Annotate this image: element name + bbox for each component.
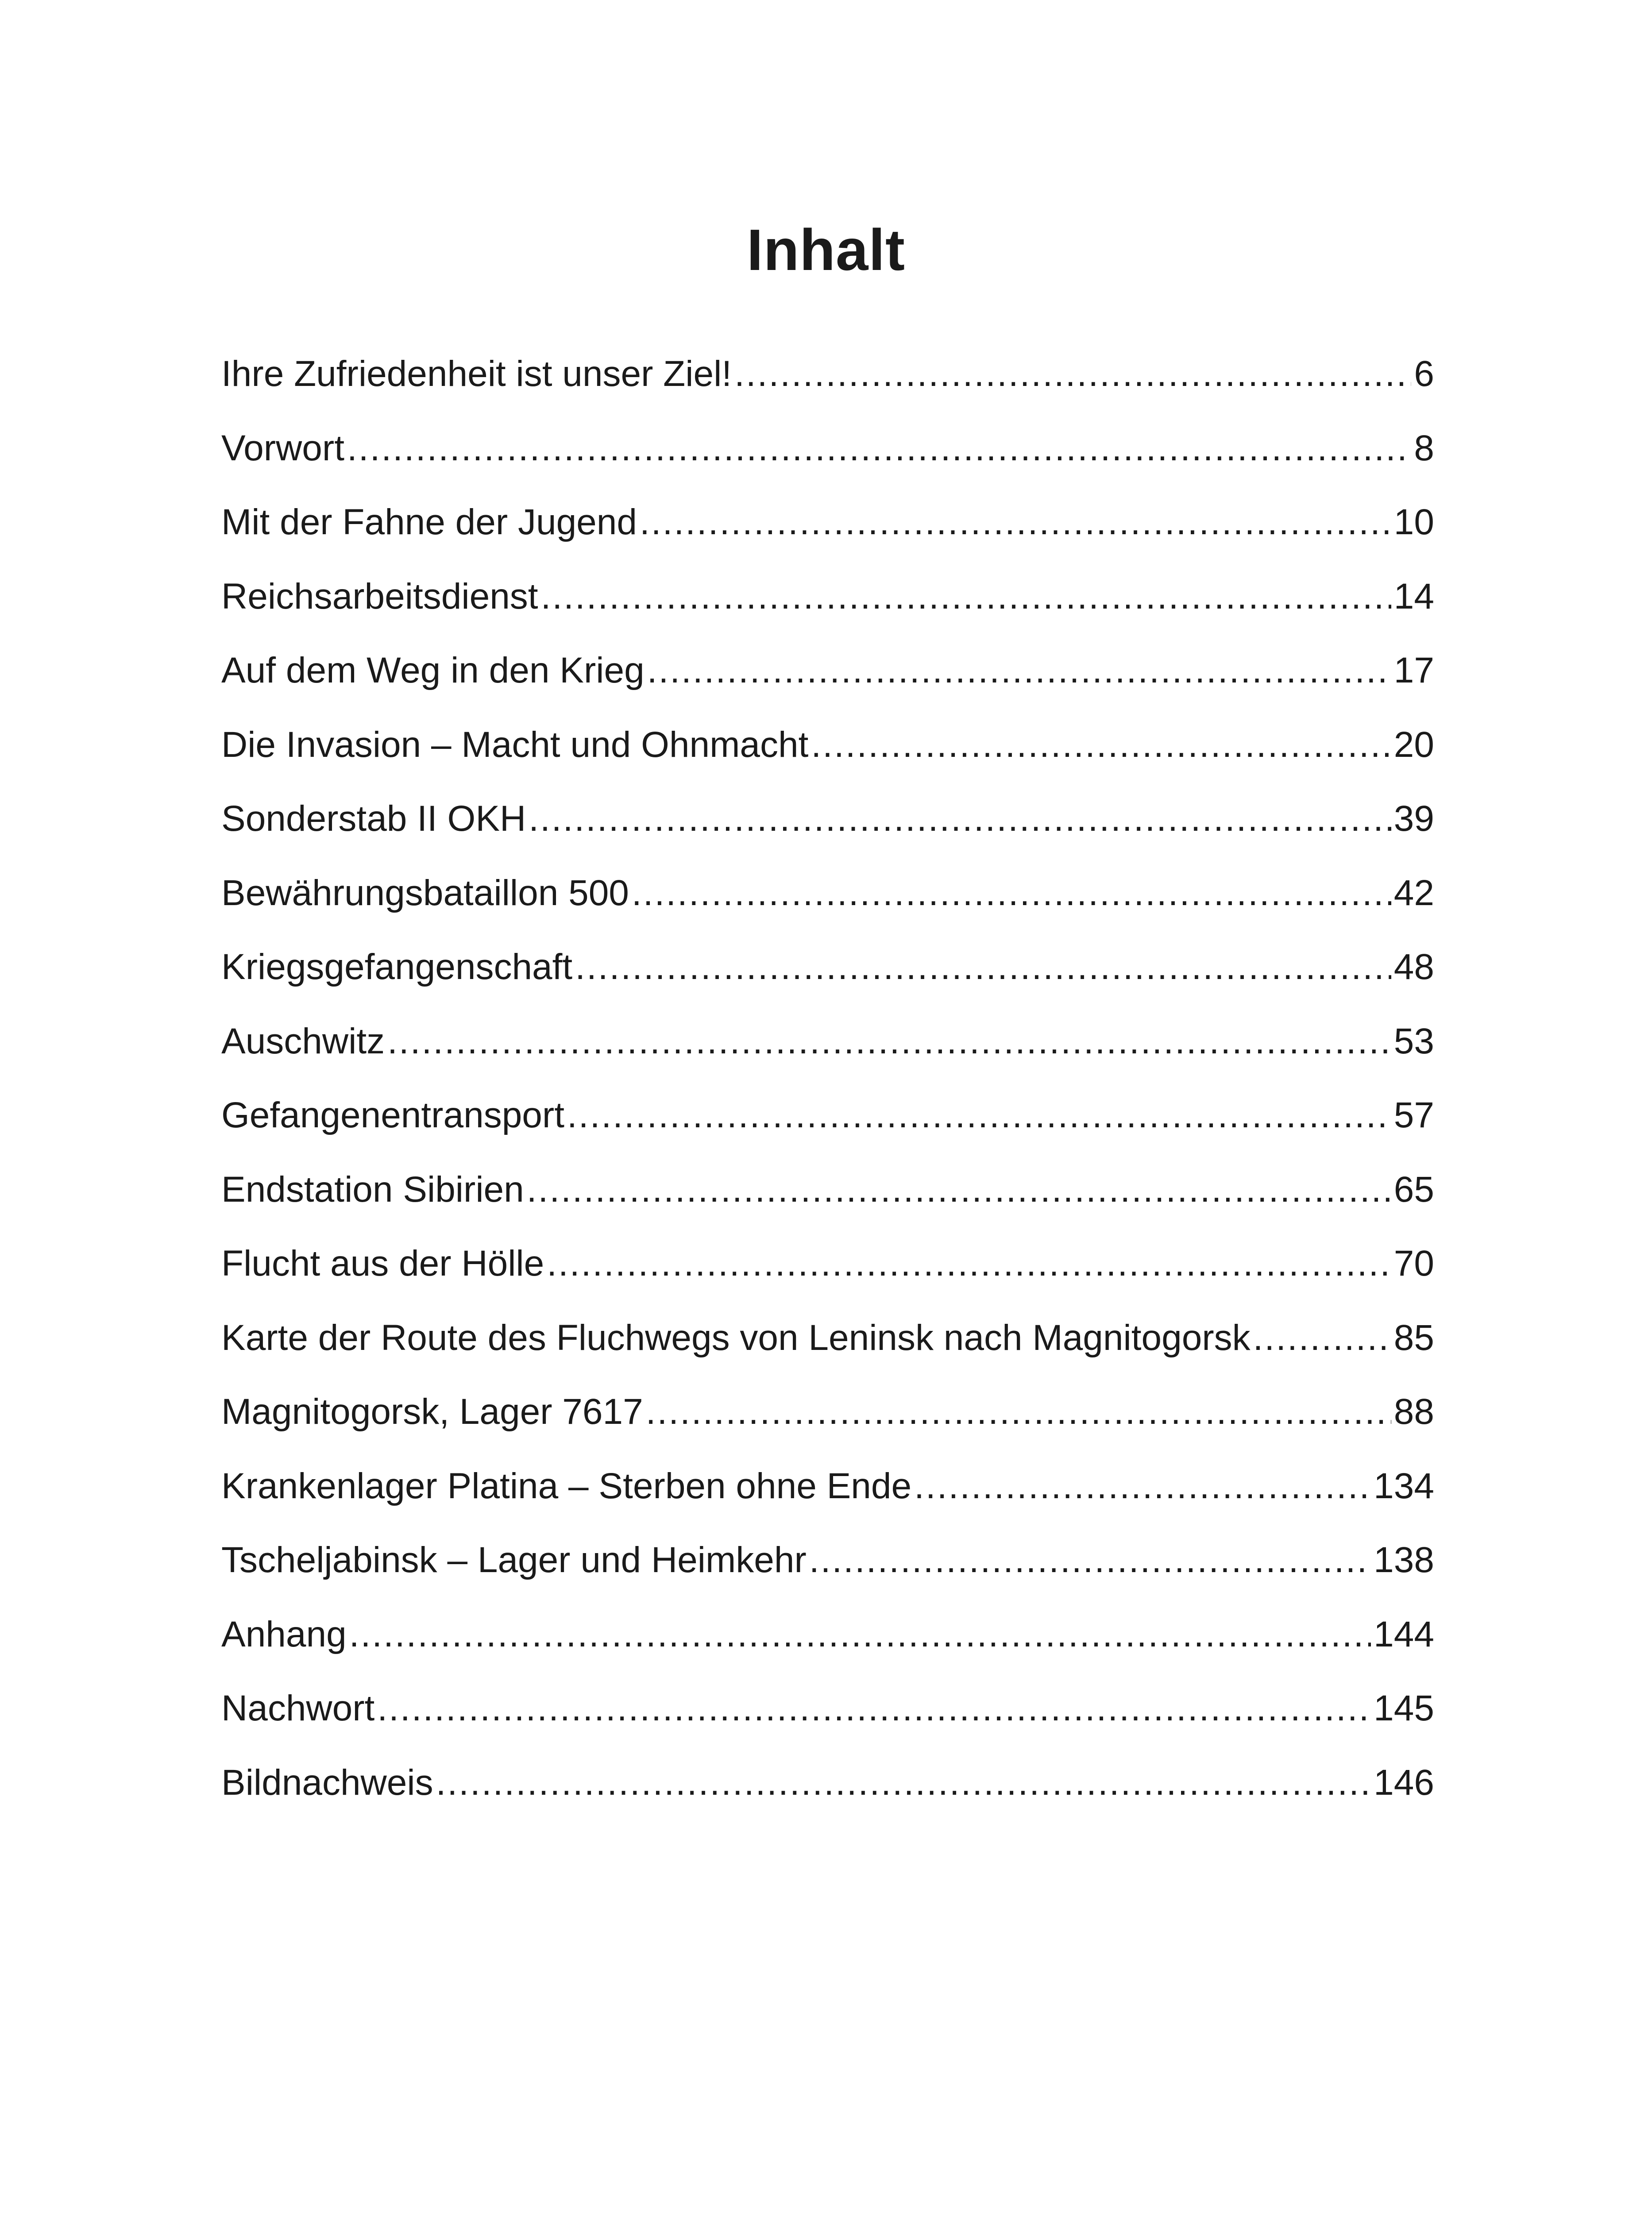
toc-entry bbox=[221, 1157, 1434, 1231]
toc-entry-title: Die Invasion – Macht und Ohnmacht bbox=[221, 724, 809, 765]
dot-leader bbox=[436, 1750, 1371, 1816]
toc-entry bbox=[221, 1527, 1434, 1601]
dot-leader bbox=[575, 934, 1391, 1000]
toc-entry-title: Auf dem Weg in den Krieg bbox=[221, 650, 645, 690]
toc-entry-title: Magnitogorsk, Lager 7617 bbox=[221, 1392, 643, 1432]
toc-entry bbox=[221, 860, 1434, 934]
toc-entry-title: Sonderstab II OKH bbox=[221, 798, 526, 839]
toc-entry-page-number: 57 bbox=[1393, 1095, 1434, 1135]
toc-entry-title: Nachwort bbox=[221, 1688, 375, 1728]
dot-leader bbox=[529, 786, 1391, 852]
dot-leader bbox=[632, 860, 1391, 926]
toc-entry bbox=[221, 934, 1434, 1008]
toc-entry bbox=[221, 1008, 1434, 1083]
toc-entry-title: Kriegsgefangenschaft bbox=[221, 947, 573, 987]
toc-entry-title: Bewährungsbataillon 500 bbox=[221, 872, 629, 913]
dot-leader bbox=[1253, 1305, 1391, 1371]
toc-entry bbox=[221, 1453, 1434, 1527]
toc-entry-page-number: 42 bbox=[1393, 872, 1434, 913]
toc-entry-page-number: 146 bbox=[1374, 1762, 1434, 1803]
dot-leader bbox=[527, 1157, 1391, 1223]
toc-entry-page-number: 39 bbox=[1393, 798, 1434, 839]
page-title: Inhalt bbox=[747, 217, 905, 282]
table-of-contents bbox=[221, 341, 1434, 1824]
toc-entry-title: Auschwitz bbox=[221, 1021, 385, 1061]
dot-leader bbox=[347, 415, 1411, 482]
toc-entry-page-number: 48 bbox=[1393, 947, 1434, 987]
toc-entry-page-number: 17 bbox=[1393, 650, 1434, 690]
toc-entry bbox=[221, 1230, 1434, 1305]
dot-leader bbox=[541, 563, 1391, 630]
toc-entry bbox=[221, 415, 1434, 490]
toc-entry bbox=[221, 1750, 1434, 1824]
toc-entry-page-number: 138 bbox=[1374, 1540, 1434, 1580]
toc-entry-page-number: 145 bbox=[1374, 1688, 1434, 1728]
toc-entry-title: Endstation Sibirien bbox=[221, 1169, 524, 1210]
toc-entry-title: Ihre Zufriedenheit ist unser Ziel! bbox=[221, 354, 732, 394]
toc-entry bbox=[221, 637, 1434, 712]
toc-entry-title: Tscheljabinsk – Lager und Heimkehr bbox=[221, 1540, 807, 1580]
toc-entry-page-number: 53 bbox=[1393, 1021, 1434, 1061]
toc-entry-page-number: 70 bbox=[1393, 1243, 1434, 1284]
toc-entry bbox=[221, 563, 1434, 638]
dot-leader bbox=[914, 1453, 1371, 1519]
dot-leader bbox=[811, 712, 1391, 778]
dot-leader bbox=[640, 489, 1391, 555]
toc-entry bbox=[221, 1379, 1434, 1453]
toc-entry-page-number: 144 bbox=[1374, 1614, 1434, 1654]
toc-entry-page-number: 10 bbox=[1393, 502, 1434, 542]
toc-entry bbox=[221, 786, 1434, 860]
toc-entry-title: Mit der Fahne der Jugend bbox=[221, 502, 637, 542]
dot-leader bbox=[567, 1082, 1391, 1149]
dot-leader bbox=[377, 1675, 1371, 1742]
toc-entry-title: Karte der Route des Fluchwegs von Leninsk nach Magnitogorsk bbox=[221, 1317, 1251, 1358]
toc-entry-title: Anhang bbox=[221, 1614, 347, 1654]
dot-leader bbox=[809, 1527, 1371, 1593]
toc-entry bbox=[221, 1601, 1434, 1676]
dot-leader bbox=[734, 341, 1411, 407]
dot-leader bbox=[387, 1008, 1391, 1075]
toc-entry-title: Reichsarbeitsdienst bbox=[221, 576, 538, 617]
toc-entry-page-number: 85 bbox=[1393, 1317, 1434, 1358]
toc-entry bbox=[221, 341, 1434, 415]
toc-entry-page-number: 6 bbox=[1414, 354, 1434, 394]
toc-entry bbox=[221, 489, 1434, 563]
toc-entry-page-number: 134 bbox=[1374, 1465, 1434, 1506]
dot-leader bbox=[349, 1601, 1371, 1668]
toc-entry-title: Bildnachweis bbox=[221, 1762, 433, 1803]
dot-leader bbox=[547, 1230, 1391, 1297]
dot-leader bbox=[646, 1379, 1391, 1445]
toc-entry bbox=[221, 1305, 1434, 1379]
toc-entry-title: Krankenlager Platina – Sterben ohne Ende bbox=[221, 1465, 912, 1506]
toc-entry-title: Flucht aus der Hölle bbox=[221, 1243, 544, 1284]
toc-entry-page-number: 20 bbox=[1393, 724, 1434, 765]
toc-entry-title: Gefangenentransport bbox=[221, 1095, 564, 1135]
toc-entry-page-number: 14 bbox=[1393, 576, 1434, 617]
toc-entry-page-number: 8 bbox=[1414, 428, 1434, 468]
toc-entry-page-number: 65 bbox=[1393, 1169, 1434, 1210]
toc-entry bbox=[221, 1082, 1434, 1157]
toc-entry-page-number: 88 bbox=[1393, 1392, 1434, 1432]
dot-leader bbox=[647, 637, 1391, 704]
toc-entry bbox=[221, 1675, 1434, 1750]
toc-entry-title: Vorwort bbox=[221, 428, 344, 468]
toc-entry bbox=[221, 712, 1434, 786]
